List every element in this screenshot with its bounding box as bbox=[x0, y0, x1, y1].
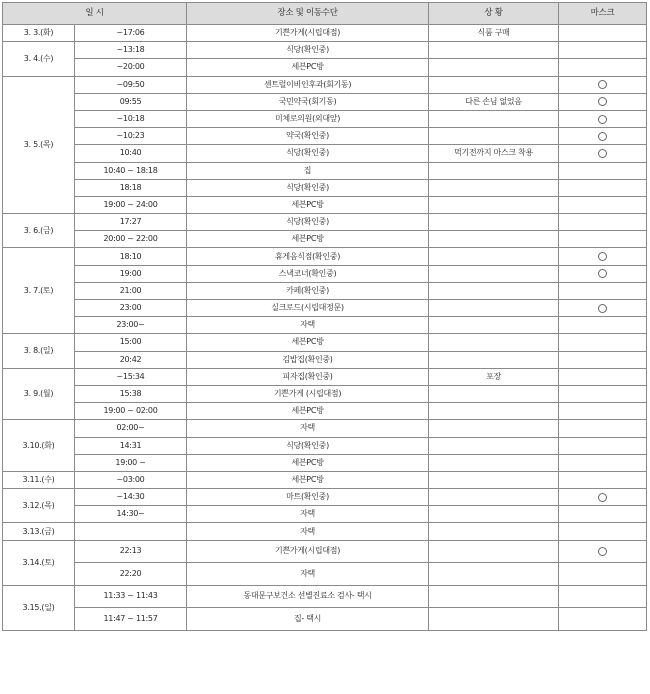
mask-cell bbox=[559, 403, 647, 420]
time-cell: 19:00 ~ bbox=[75, 454, 187, 471]
time-cell: 19:00 ~ 02:00 bbox=[75, 403, 187, 420]
table-row bbox=[3, 248, 647, 265]
place-cell: 약국(확인중) bbox=[187, 128, 429, 145]
place-cell: 식당(확인중) bbox=[187, 145, 429, 162]
place-cell: 식당(확인중) bbox=[187, 42, 429, 59]
time-cell: 19:00 bbox=[75, 265, 187, 282]
table-row bbox=[3, 351, 647, 368]
time-cell bbox=[75, 523, 187, 540]
mask-cell bbox=[559, 437, 647, 454]
time-cell: 14:30~ bbox=[75, 506, 187, 523]
situation-cell bbox=[429, 454, 559, 471]
situation-cell bbox=[429, 300, 559, 317]
date-cell: 3.13.(금) bbox=[3, 523, 75, 540]
mask-cell bbox=[559, 563, 647, 586]
situation-cell bbox=[429, 506, 559, 523]
table-row bbox=[3, 608, 647, 631]
time-cell: 11:47 ~ 11:57 bbox=[75, 608, 187, 631]
situation-cell bbox=[429, 437, 559, 454]
place-cell: 김밥집(확인중) bbox=[187, 351, 429, 368]
header-mask: 마스크 bbox=[559, 3, 647, 25]
place-cell: 세븐PC방 bbox=[187, 59, 429, 76]
mask-cell bbox=[559, 76, 647, 93]
mask-worn-circle-icon bbox=[598, 304, 607, 313]
situation-cell bbox=[429, 128, 559, 145]
table-row bbox=[3, 437, 647, 454]
place-cell: 미체로의원(외대앞) bbox=[187, 110, 429, 127]
date-cell: 3. 6.(금) bbox=[3, 214, 75, 248]
situation-cell bbox=[429, 563, 559, 586]
time-cell: 18:10 bbox=[75, 248, 187, 265]
mask-worn-circle-icon bbox=[598, 547, 607, 556]
place-cell: 동대문구보건소 선별진료소 검사- 택시 bbox=[187, 585, 429, 608]
situation-cell bbox=[429, 59, 559, 76]
situation-cell: 포장 bbox=[429, 368, 559, 385]
place-cell: 카페(확인중) bbox=[187, 282, 429, 299]
date-cell: 3.11.(수) bbox=[3, 471, 75, 488]
table-row bbox=[3, 471, 647, 488]
situation-cell bbox=[429, 317, 559, 334]
table-row bbox=[3, 506, 647, 523]
time-cell: 17:27 bbox=[75, 214, 187, 231]
place-cell: 스낵코너(확인중) bbox=[187, 265, 429, 282]
time-cell: ~03:00 bbox=[75, 471, 187, 488]
mask-cell bbox=[559, 179, 647, 196]
mask-cell bbox=[559, 110, 647, 127]
time-cell: ~13:18 bbox=[75, 42, 187, 59]
table-row bbox=[3, 454, 647, 471]
situation-cell bbox=[429, 214, 559, 231]
time-cell: ~10:18 bbox=[75, 110, 187, 127]
date-cell: 3.14.(토) bbox=[3, 540, 75, 585]
time-cell: 15:38 bbox=[75, 385, 187, 402]
table-row bbox=[3, 110, 647, 127]
date-cell: 3. 7.(토) bbox=[3, 248, 75, 334]
mask-cell bbox=[559, 248, 647, 265]
mask-cell bbox=[559, 351, 647, 368]
situation-cell bbox=[429, 231, 559, 248]
time-cell: ~10:23 bbox=[75, 128, 187, 145]
place-cell: 피자집(확인중) bbox=[187, 368, 429, 385]
table-row bbox=[3, 368, 647, 385]
table-row bbox=[3, 128, 647, 145]
place-cell: 식당(확인중) bbox=[187, 214, 429, 231]
place-cell: 식당(확인중) bbox=[187, 179, 429, 196]
mask-cell bbox=[559, 300, 647, 317]
situation-cell bbox=[429, 110, 559, 127]
table-row bbox=[3, 317, 647, 334]
time-cell: 10:40 bbox=[75, 145, 187, 162]
situation-cell bbox=[429, 420, 559, 437]
table-row bbox=[3, 489, 647, 506]
table-row bbox=[3, 403, 647, 420]
table-row bbox=[3, 420, 647, 437]
situation-cell bbox=[429, 282, 559, 299]
situation-cell bbox=[429, 523, 559, 540]
mask-cell bbox=[559, 42, 647, 59]
time-cell: ~14:30 bbox=[75, 489, 187, 506]
situation-cell bbox=[429, 489, 559, 506]
place-cell: 세븐PC방 bbox=[187, 334, 429, 351]
situation-cell: 먹기전까지 마스크 착용 bbox=[429, 145, 559, 162]
situation-cell bbox=[429, 351, 559, 368]
mask-cell bbox=[559, 471, 647, 488]
time-cell: ~20:00 bbox=[75, 59, 187, 76]
time-cell: 19:00 ~ 24:00 bbox=[75, 196, 187, 213]
mask-cell bbox=[559, 454, 647, 471]
table-row bbox=[3, 563, 647, 586]
header-row bbox=[3, 3, 647, 25]
date-cell: 3. 8.(일) bbox=[3, 334, 75, 368]
place-cell: 자택 bbox=[187, 563, 429, 586]
situation-cell bbox=[429, 42, 559, 59]
situation-cell bbox=[429, 196, 559, 213]
situation-cell: 다른 손님 없었음 bbox=[429, 93, 559, 110]
mask-cell bbox=[559, 317, 647, 334]
mask-cell bbox=[559, 282, 647, 299]
mask-worn-circle-icon bbox=[598, 269, 607, 278]
time-cell: 20:42 bbox=[75, 351, 187, 368]
table-row bbox=[3, 385, 647, 402]
mask-cell bbox=[559, 506, 647, 523]
mask-worn-circle-icon bbox=[598, 115, 607, 124]
table-row bbox=[3, 265, 647, 282]
place-cell: 휴게음식점(확인중) bbox=[187, 248, 429, 265]
table-body bbox=[3, 25, 647, 631]
table-row bbox=[3, 76, 647, 93]
situation-cell bbox=[429, 540, 559, 563]
table-row bbox=[3, 42, 647, 59]
header-situation: 상 황 bbox=[429, 3, 559, 25]
time-cell: 22:13 bbox=[75, 540, 187, 563]
mask-cell bbox=[559, 214, 647, 231]
place-cell: 자택 bbox=[187, 420, 429, 437]
time-cell: 23:00 bbox=[75, 300, 187, 317]
time-cell: 23:00~ bbox=[75, 317, 187, 334]
place-cell: 세븐PC방 bbox=[187, 196, 429, 213]
mask-worn-circle-icon bbox=[598, 252, 607, 261]
table-row bbox=[3, 145, 647, 162]
time-cell: 18:18 bbox=[75, 179, 187, 196]
movement-table bbox=[2, 2, 647, 631]
situation-cell bbox=[429, 162, 559, 179]
table-row bbox=[3, 196, 647, 213]
place-cell: 자택 bbox=[187, 506, 429, 523]
time-cell: 20:00 ~ 22:00 bbox=[75, 231, 187, 248]
place-cell: 세븐PC방 bbox=[187, 454, 429, 471]
table-row bbox=[3, 214, 647, 231]
place-cell: 센트럴이비인후과(회기동) bbox=[187, 76, 429, 93]
place-cell: 세븐PC방 bbox=[187, 471, 429, 488]
table-row bbox=[3, 25, 647, 42]
situation-cell: 식품 구매 bbox=[429, 25, 559, 42]
date-cell: 3.10.(화) bbox=[3, 420, 75, 472]
place-cell: 세븐PC방 bbox=[187, 231, 429, 248]
situation-cell bbox=[429, 265, 559, 282]
situation-cell bbox=[429, 76, 559, 93]
table-row bbox=[3, 93, 647, 110]
place-cell: 마트(확인중) bbox=[187, 489, 429, 506]
time-cell: 14:31 bbox=[75, 437, 187, 454]
place-cell: 자택 bbox=[187, 523, 429, 540]
mask-worn-circle-icon bbox=[598, 97, 607, 106]
situation-cell bbox=[429, 248, 559, 265]
header-datetime: 일 시 bbox=[3, 3, 187, 25]
time-cell: ~17:06 bbox=[75, 25, 187, 42]
header-place: 장소 및 이동수단 bbox=[187, 3, 429, 25]
table-row bbox=[3, 231, 647, 248]
time-cell: ~09:50 bbox=[75, 76, 187, 93]
situation-cell bbox=[429, 334, 559, 351]
mask-cell bbox=[559, 385, 647, 402]
mask-cell bbox=[559, 59, 647, 76]
mask-cell bbox=[559, 368, 647, 385]
mask-worn-circle-icon bbox=[598, 493, 607, 502]
table-row bbox=[3, 300, 647, 317]
situation-cell bbox=[429, 179, 559, 196]
table-row bbox=[3, 334, 647, 351]
place-cell: 기쁜가게(시립대점) bbox=[187, 540, 429, 563]
mask-cell bbox=[559, 489, 647, 506]
mask-cell bbox=[559, 231, 647, 248]
time-cell: 02:00~ bbox=[75, 420, 187, 437]
time-cell: 15:00 bbox=[75, 334, 187, 351]
time-cell: 10:40 ~ 18:18 bbox=[75, 162, 187, 179]
date-cell: 3. 5.(목) bbox=[3, 76, 75, 214]
place-cell: 국민약국(회기동) bbox=[187, 93, 429, 110]
place-cell: 세븐PC방 bbox=[187, 403, 429, 420]
mask-cell bbox=[559, 196, 647, 213]
table-row bbox=[3, 59, 647, 76]
mask-worn-circle-icon bbox=[598, 80, 607, 89]
date-cell: 3.15.(일) bbox=[3, 585, 75, 630]
mask-cell bbox=[559, 25, 647, 42]
situation-cell bbox=[429, 385, 559, 402]
table-row bbox=[3, 540, 647, 563]
time-cell: ~15:34 bbox=[75, 368, 187, 385]
situation-cell bbox=[429, 608, 559, 631]
mask-cell bbox=[559, 162, 647, 179]
mask-cell bbox=[559, 420, 647, 437]
time-cell: 22:20 bbox=[75, 563, 187, 586]
place-cell: 자택 bbox=[187, 317, 429, 334]
mask-worn-circle-icon bbox=[598, 149, 607, 158]
date-cell: 3. 9.(월) bbox=[3, 368, 75, 420]
date-cell: 3.12.(목) bbox=[3, 489, 75, 523]
mask-cell bbox=[559, 128, 647, 145]
place-cell: 집- 택시 bbox=[187, 608, 429, 631]
place-cell: 기쁜가게 (시립대점) bbox=[187, 385, 429, 402]
table-row bbox=[3, 282, 647, 299]
table-row bbox=[3, 585, 647, 608]
date-cell: 3. 4.(수) bbox=[3, 42, 75, 76]
table-row bbox=[3, 179, 647, 196]
place-cell: 실크로드(시립대정문) bbox=[187, 300, 429, 317]
table-row bbox=[3, 523, 647, 540]
place-cell: 집 bbox=[187, 162, 429, 179]
mask-cell bbox=[559, 93, 647, 110]
mask-cell bbox=[559, 334, 647, 351]
time-cell: 21:00 bbox=[75, 282, 187, 299]
mask-cell bbox=[559, 608, 647, 631]
mask-cell bbox=[559, 265, 647, 282]
situation-cell bbox=[429, 403, 559, 420]
situation-cell bbox=[429, 471, 559, 488]
mask-cell bbox=[559, 523, 647, 540]
mask-cell bbox=[559, 585, 647, 608]
mask-worn-circle-icon bbox=[598, 132, 607, 141]
date-cell: 3. 3.(화) bbox=[3, 25, 75, 42]
place-cell: 식당(확인중) bbox=[187, 437, 429, 454]
mask-cell bbox=[559, 540, 647, 563]
situation-cell bbox=[429, 585, 559, 608]
mask-cell bbox=[559, 145, 647, 162]
place-cell: 기쁜가게(시립대점) bbox=[187, 25, 429, 42]
time-cell: 09:55 bbox=[75, 93, 187, 110]
time-cell: 11:33 ~ 11:43 bbox=[75, 585, 187, 608]
table-row bbox=[3, 162, 647, 179]
